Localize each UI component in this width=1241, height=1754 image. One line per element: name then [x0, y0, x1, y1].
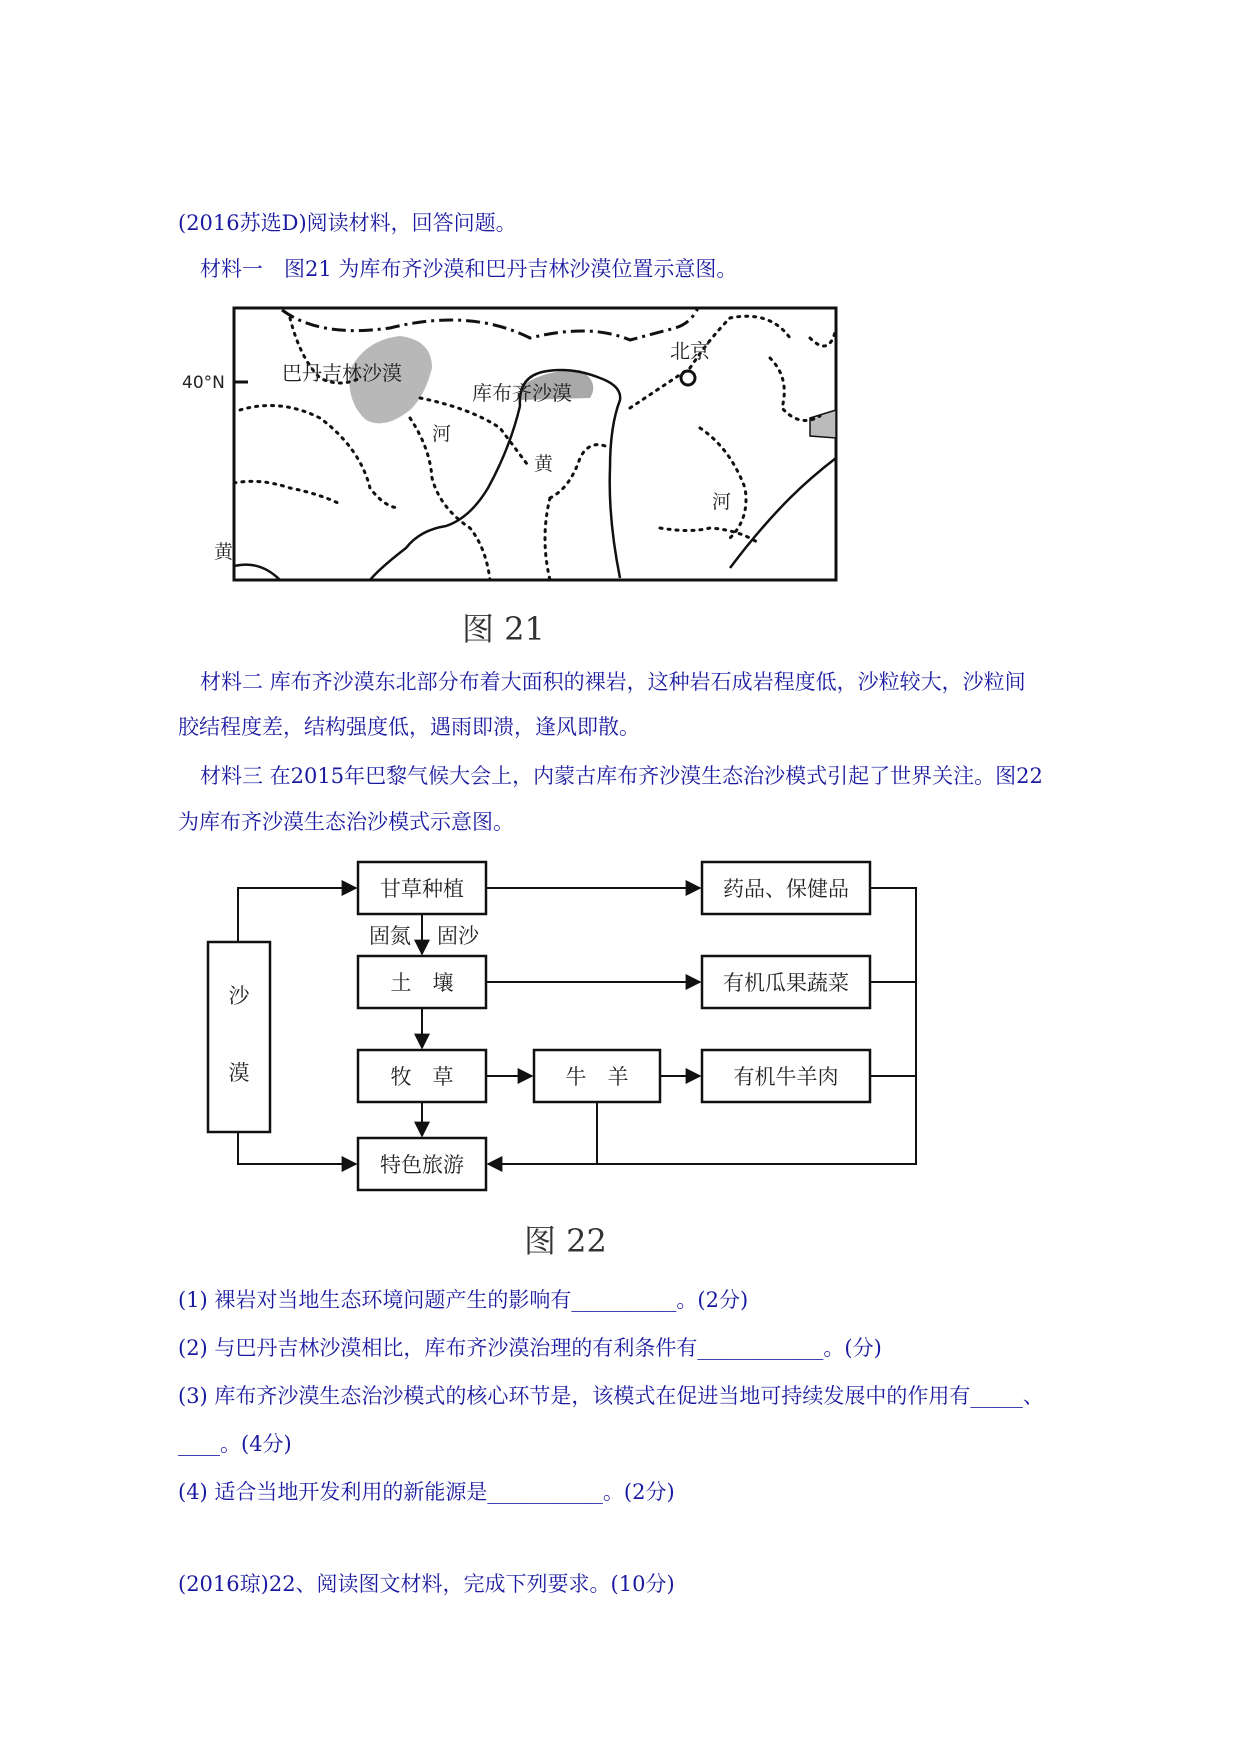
material-three-line-1: 材料三 在2015年巴黎气候大会上，内蒙古库布齐沙漠生态治沙模式引起了世界关注。图22	[200, 764, 1043, 788]
material-two-line-2: 胶结程度差，结构强度低，遇雨即溃，逢风即散。	[178, 715, 640, 739]
figure-21-map	[170, 298, 850, 588]
kubuqi-desert-label: 库布齐沙漠	[472, 381, 572, 405]
badain-desert-label: 巴丹吉林沙漠	[282, 361, 402, 385]
figure-21-caption: 图 21	[462, 610, 545, 648]
soil-label: 土 壤	[390, 971, 454, 995]
sub-question-3-line-2: ____。(4分)	[178, 1432, 292, 1456]
river-huang-1: 黄	[534, 453, 554, 475]
river-huang-2: 黄	[214, 541, 234, 563]
tourism-label: 特色旅游	[380, 1153, 464, 1177]
material-one: 材料一 图21 为库布齐沙漠和巴丹吉林沙漠位置示意图。	[200, 257, 738, 281]
beijing-marker	[681, 371, 695, 385]
question-heading: (2016苏选D)阅读材料，回答问题。	[178, 211, 517, 235]
grass-label: 牧 草	[390, 1065, 454, 1089]
figure-22-caption: 图 22	[524, 1222, 607, 1260]
beijing-label: 北京	[670, 339, 710, 363]
desert-box	[208, 942, 270, 1132]
figure-22-flow	[200, 860, 940, 1200]
question-2-heading: (2016琼)22、阅读图文材料，完成下列要求。(10分)	[178, 1572, 675, 1596]
cattle-label: 牛 羊	[565, 1065, 629, 1089]
river-he-1: 河	[432, 423, 452, 445]
sub-question-2: (2) 与巴丹吉林沙漠相比，库布齐沙漠治理的有利条件有____________。(分)	[178, 1336, 882, 1360]
licorice-label: 甘草种植	[380, 877, 464, 901]
river-he-2: 河	[712, 491, 732, 513]
material-two-line-1: 材料二 库布齐沙漠东北部分布着大面积的裸岩，这种岩石成岩程度低，沙粒较大，沙粒间	[200, 670, 1026, 694]
medicine-label: 药品、保健品	[723, 877, 849, 901]
latitude-label: 40°N	[182, 373, 225, 393]
organic-meat-label: 有机牛羊肉	[733, 1065, 839, 1089]
material-three-line-2: 为库布齐沙漠生态治沙模式示意图。	[178, 810, 514, 834]
desert-label-2: 漠	[228, 1061, 250, 1085]
organic-veg-label: 有机瓜果蔬菜	[723, 971, 849, 995]
sand-fix-label: 固沙	[437, 924, 479, 948]
sub-question-4: (4) 适合当地开发利用的新能源是___________。(2分)	[178, 1480, 675, 1504]
desert-label-1: 沙	[228, 984, 250, 1008]
sub-question-1: (1) 裸岩对当地生态环境问题产生的影响有__________。(2分)	[178, 1288, 749, 1312]
sub-question-3-line-1: (3) 库布齐沙漠生态治沙模式的核心环节是，该模式在促进当地可持续发展中的作用有_____、	[178, 1384, 1044, 1408]
nitrogen-fix-label: 固氮	[369, 924, 411, 948]
